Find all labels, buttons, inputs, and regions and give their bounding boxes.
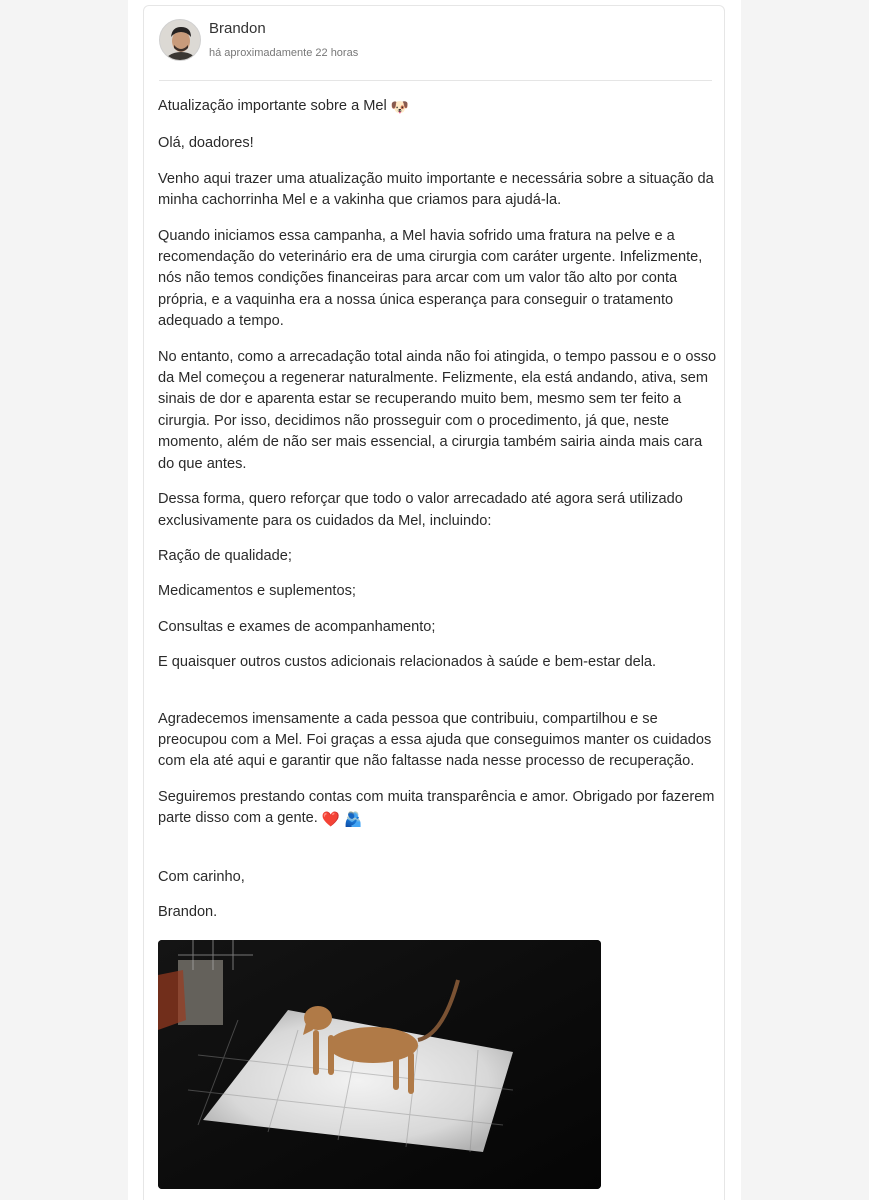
dog-photo-image — [158, 940, 601, 1189]
post-body — [158, 96, 718, 937]
author-name[interactable]: Brandon — [209, 20, 266, 37]
care-list-item: Medicamentos e suplementos; — [158, 583, 356, 600]
post-title: Atualização importante sobre a Mel — [158, 98, 387, 114]
avatar-icon — [160, 20, 201, 61]
post-header — [159, 18, 712, 82]
people-hugging-icon: 🫂 — [344, 812, 363, 829]
post-paragraph: Dessa forma, quero reforçar que todo o valor arrecadado até agora será utilizado exclusivamente para os cuidados da Mel, incluindo: — [158, 491, 683, 529]
care-list-item: Ração de qualidade; — [158, 547, 292, 564]
author-avatar[interactable] — [159, 19, 201, 61]
thanks-text: Seguiremos prestando contas com muita transparência e amor. Obrigado por fazerem parte disso com a gente. — [158, 788, 715, 827]
dog-photo[interactable] — [158, 940, 601, 1189]
care-list-item: E quaisquer outros custos adicionais relacionados à saúde e bem-estar dela. — [158, 654, 657, 671]
care-list-item: Consultas e exames de acompanhamento; — [158, 618, 436, 635]
post-paragraph: Agradecemos imensamente a cada pessoa que contribuiu, compartilhou e se preocupou com a Mel. Foi graças a essa ajuda que conseguimos manter os cuidados com ela até aqui e garantir que não faltasse nada nesse processo de recuperação. — [158, 710, 712, 770]
post-paragraph-title — [158, 96, 718, 119]
post-paragraph: Venho aqui trazer uma atualização muito importante e necessária sobre a situação da minha cachorrinha Mel e a vakinha que criamos para ajudá-la. — [158, 170, 714, 209]
header-divider — [159, 80, 712, 81]
red-heart-icon: ❤️ — [321, 812, 341, 829]
post-greeting: Olá, doadores! — [158, 135, 254, 152]
signature-name: Brandon. — [158, 903, 218, 920]
post-paragraph: No entanto, como a arrecadação total ainda não foi atingida, o tempo passou e o osso da Mel começou a regenerar naturalmente. Felizmente, ela está andando, ativa, sem sinais de dor e aparenta estar se recuperando muito bem, mesmo sem ter feito a cirurgia. Por isso, decidimos não prosseguir com o procedimento, já que, neste momento, além de não ser mais essencial, a cirurgia também sairia ainda mais cara do que antes. — [158, 348, 717, 472]
signoff: Com carinho, — [158, 868, 245, 885]
post-paragraph: Quando iniciamos essa campanha, a Mel havia sofrido uma fratura na pelve e a recomendação do veterinário era de uma cirurgia com caráter urgente. Infelizmente, nós não temos condições financeiras para arcar com um valor tão alto por conta própria, e a vaquinha era a nossa única esperança para conseguir o tratamento adequado a tempo. — [158, 227, 703, 330]
dog-face-icon: 🐶 — [390, 100, 409, 116]
post-paragraph-thanks — [158, 787, 718, 832]
post-timestamp: há aproximadamente 22 horas — [209, 47, 359, 59]
